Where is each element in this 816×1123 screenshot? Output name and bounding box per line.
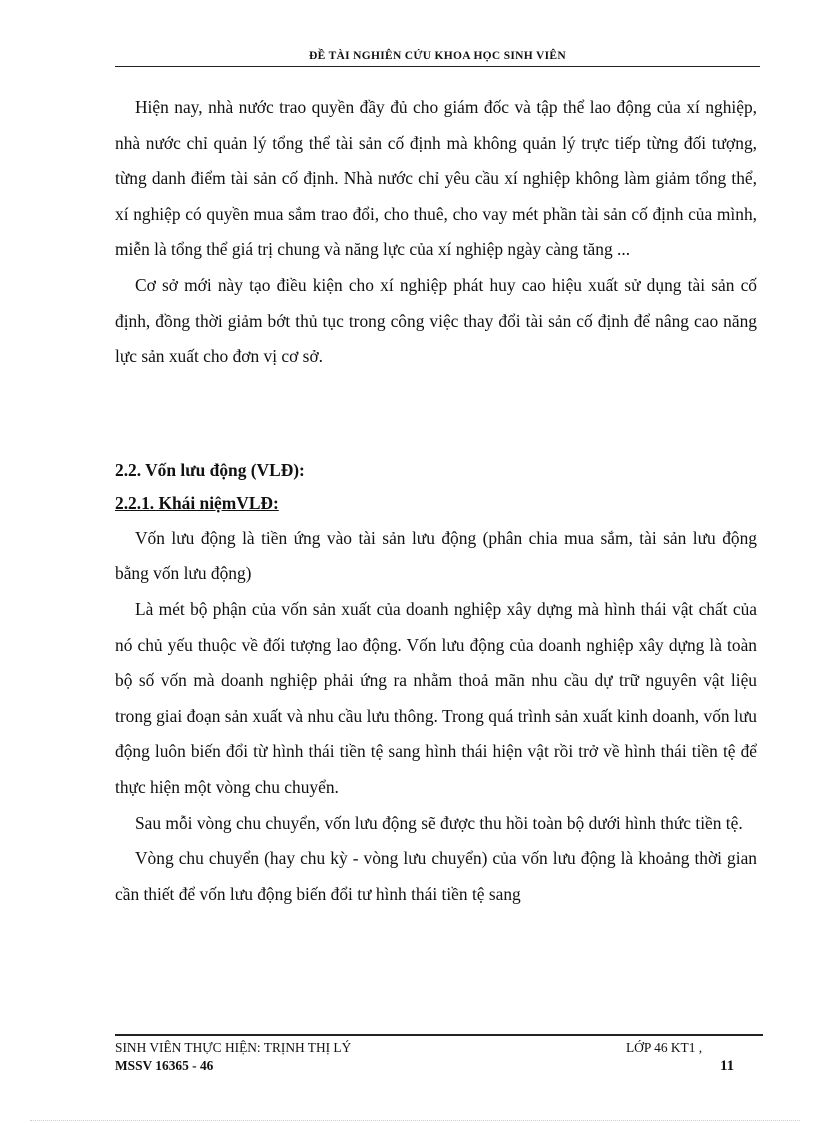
subsection-heading: 2.2.1. Khái niệmVLĐ: [115,492,279,513]
section-paragraph-1: Vốn lưu động là tiền ứng vào tài sản lưu động (phân chia mua sắm, tài sản lưu động bằng vốn lưu động) [115,527,757,584]
footer-student-name: SINH VIÊN THỰC HIỆN: TRỊNH THỊ LÝ [115,1040,352,1055]
section-paragraph-4: Vòng chu chuyển (hay chu kỳ - vòng lưu chuyển) của vốn lưu động là khoảng thời gian cần thiết để vốn lưu động biến đổi tư hình thái tiền tệ sang [115,848,757,904]
footer-class: LỚP 46 KT1 , [626,1040,703,1055]
section-paragraph-3: Sau mỗi vòng chu chuyển, vốn lưu động sẽ được thu hồi toàn bộ dưới hình thức tiền tệ. [135,812,743,833]
intro-paragraph-1: Hiện nay, nhà nước trao quyền đầy đủ cho giám đốc và tập thể lao động của xí nghiệp, nhà nước chỉ quản lý tổng thể tài sản cố định mà không quản lý trực tiếp từng đối tượng, từng danh điểm tài sản cố định. Nhà nước chỉ yêu cầu xí nghiệp không làm giảm tổng thể, xí nghiệp có quyền mua sắm trao đổi, cho thuê, cho vay mét phần tài sản cố định của mình, miễn là tổng thể giá trị chung và năng lực của xí nghiệp ngày càng tăng ... [115,97,757,260]
footer-student-id: MSSV 16365 - 46 [115,1058,214,1073]
header-title: ĐỀ TÀI NGHIÊN CỨU KHOA HỌC SINH VIÊN [309,50,566,62]
header-divider [115,66,760,67]
footer-divider [115,1034,763,1036]
section-spacer [115,375,757,455]
intro-paragraph-2: Cơ sở mới này tạo điều kiện cho xí nghiệp phát huy cao hiệu xuất sử dụng tài sản cố định, đồng thời giảm bớt thủ tục trong công việc thay đổi tài sản cố định để nâng cao năng lực sản xuất cho đơn vị cơ sở. [115,274,757,367]
section-paragraph-2: Là mét bộ phận của vốn sản xuất của doanh nghiệp xây dựng mà hình thái vật chất của nó chủ yếu thuộc về đối tượng lao động. Vốn lưu động của doanh nghiệp xây dựng là toàn bộ số vốn mà doanh nghiệp phải ứng ra nhằm thoả mãn nhu cầu dự trữ nguyên vật liệu trong giai đoạn sản xuất và nhu cầu lưu thông. Trong quá trình sản xuất kinh doanh, vốn lưu động luôn biến đổi từ hình thái tiền tệ sang hình thái hiện vật rồi trở về hình thái tiền tệ để thực hiện một vòng chu chuyển. [115,598,757,797]
page-number: 11 [720,1058,735,1074]
page-edge-divider [30,1120,800,1121]
section-heading: 2.2. Vốn lưu động (VLĐ): [115,459,305,480]
page-body [115,90,757,912]
